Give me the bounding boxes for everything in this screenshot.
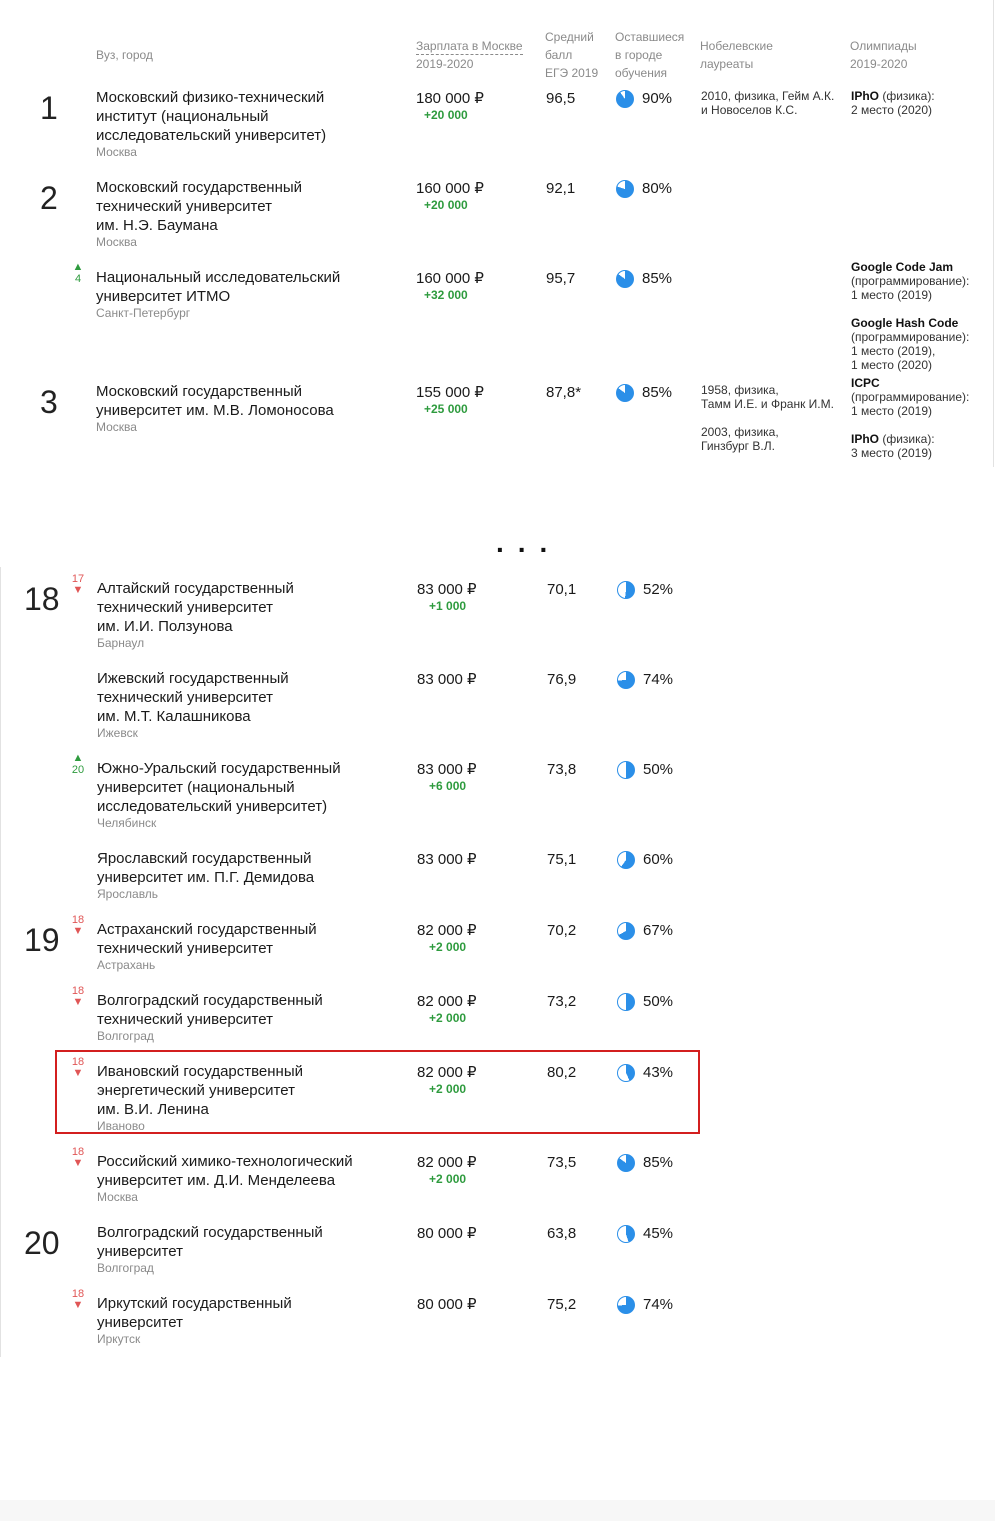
header-olympiads-line: 2019-2020 xyxy=(850,57,908,71)
olympiad-title: ICPC xyxy=(851,376,880,390)
university-city: Санкт-Петербург xyxy=(96,306,191,320)
university-city: Москва xyxy=(97,1190,138,1204)
stayed-pie-icon xyxy=(617,922,635,940)
ege-score: 73,2 xyxy=(547,993,577,1010)
arrow-down-icon: ▼ xyxy=(72,1299,84,1311)
rank-number: 19 xyxy=(24,922,60,958)
olympiad-line: 1 место (2019) xyxy=(851,288,932,302)
stayed-pie-icon xyxy=(617,1225,635,1243)
header-score-line: Средний xyxy=(545,30,594,44)
university-name-line: Алтайский государственный xyxy=(97,580,294,597)
salary-value: 83 000 ₽ xyxy=(417,671,477,688)
header-nobel-line: лауреаты xyxy=(700,57,754,71)
university-name-line: университет xyxy=(97,1314,183,1331)
stayed-pie-icon xyxy=(617,581,635,599)
olympiad-entry xyxy=(851,432,991,460)
stayed-percent: 80% xyxy=(642,180,673,197)
university-name[interactable] xyxy=(97,759,397,831)
table-row xyxy=(0,1288,995,1374)
stayed-pie-icon xyxy=(616,180,634,198)
ege-score: 73,5 xyxy=(547,1154,577,1171)
header-university: Вуз, город xyxy=(96,48,153,62)
university-name-line: институт (национальный xyxy=(96,108,269,125)
stayed-percent: 74% xyxy=(643,671,674,688)
stayed-pie-icon xyxy=(617,671,635,689)
rank-change-value: 18 xyxy=(71,1146,85,1158)
ege-score: 87,8* xyxy=(546,384,582,401)
ege-score: 70,1 xyxy=(547,581,577,598)
university-name-line: технический университет xyxy=(97,940,273,957)
university-name[interactable] xyxy=(97,1152,397,1205)
header-stayed-line: обучения xyxy=(615,66,668,80)
stayed-percent: 74% xyxy=(643,1296,674,1313)
university-name-line: им. В.И. Ленина xyxy=(97,1101,209,1118)
university-name[interactable] xyxy=(96,268,396,321)
ege-score: 92,1 xyxy=(546,180,576,197)
university-name-line: университет им. Д.И. Менделеева xyxy=(97,1172,336,1189)
olympiad-line: 1 место (2020) xyxy=(851,358,932,372)
table-row xyxy=(0,376,995,462)
stayed-percent: 50% xyxy=(643,761,674,778)
university-name-line: им. М.Т. Калашникова xyxy=(97,708,251,725)
university-name-line: им. Н.Э. Баумана xyxy=(96,217,218,234)
rank-change xyxy=(70,1146,86,1169)
salary-delta: +32 000 xyxy=(424,288,468,302)
highlight-frame xyxy=(55,1050,700,1134)
header-score xyxy=(545,28,598,82)
university-name-line: университет им. П.Г. Демидова xyxy=(97,869,315,886)
university-name-line: им. И.И. Ползунова xyxy=(97,618,233,635)
header-olympiads xyxy=(850,37,917,73)
ege-score: 70,2 xyxy=(547,922,577,939)
university-name-line: технический университет xyxy=(97,689,273,706)
header-nobel-line: Нобелевские xyxy=(700,39,773,53)
university-name-line: университет (национальный xyxy=(97,779,295,796)
rank-change-value: 18 xyxy=(71,914,85,926)
header-olympiads-line: Олимпиады xyxy=(850,39,917,53)
nobel-line: Тамм И.Е. и Франк И.М. xyxy=(701,397,834,411)
olympiad-list xyxy=(851,260,991,386)
university-name-line: Московский государственный xyxy=(96,179,303,196)
ege-score: 96,5 xyxy=(546,90,576,107)
salary-value: 180 000 ₽ xyxy=(416,90,484,107)
salary-value: 155 000 ₽ xyxy=(416,384,484,401)
salary-value: 80 000 ₽ xyxy=(417,1296,477,1313)
rank-change-value: 18 xyxy=(71,985,85,997)
salary-delta: +2 000 xyxy=(429,1011,467,1025)
university-name-line: технический университет xyxy=(97,1011,273,1028)
rank-number: 2 xyxy=(40,180,58,216)
table-row xyxy=(0,914,995,1000)
university-city: Москва xyxy=(96,145,137,159)
university-name-line: Иркутский государственный xyxy=(97,1295,292,1312)
olympiad-entry xyxy=(851,260,991,302)
olympiad-line: (программирование): xyxy=(851,330,970,344)
rank-change xyxy=(70,914,86,937)
olympiad-line: (программирование): xyxy=(851,274,970,288)
stayed-pie-icon xyxy=(616,270,634,288)
olympiad-line: 2 место (2020) xyxy=(851,103,932,117)
stayed-percent: 45% xyxy=(643,1225,674,1242)
table-row xyxy=(0,1223,995,1303)
university-city: Ярославль xyxy=(97,887,159,901)
olympiad-entry xyxy=(851,376,991,418)
rank-change xyxy=(70,985,86,1008)
ege-score: 95,7 xyxy=(546,270,576,287)
salary-value: 83 000 ₽ xyxy=(417,581,477,598)
salary-delta: +1 000 xyxy=(429,599,467,613)
olympiad-list xyxy=(851,89,991,131)
header-stayed xyxy=(615,28,684,82)
nobel-line: 2003, физика, xyxy=(701,425,779,439)
university-name[interactable] xyxy=(97,669,397,741)
olympiad-line xyxy=(851,260,991,274)
olympiad-list xyxy=(851,376,991,474)
stayed-pie-icon xyxy=(617,1296,635,1314)
olympiad-line: IPhO (физика): xyxy=(851,432,935,446)
university-name-line: исследовательский университет) xyxy=(97,798,328,815)
university-name-line: университет ИТМО xyxy=(96,288,231,305)
header-salary-years: 2019-2020 xyxy=(416,57,474,71)
university-name-line: Московский физико-технический xyxy=(96,89,325,106)
university-name-line: университет xyxy=(97,1243,183,1260)
stayed-percent: 43% xyxy=(643,1064,674,1081)
university-name-line: энергетический университет xyxy=(97,1082,295,1099)
arrow-down-icon: ▼ xyxy=(72,1067,84,1079)
ege-score: 75,1 xyxy=(547,851,577,868)
table-row xyxy=(0,573,995,659)
university-city: Астрахань xyxy=(97,958,156,972)
ege-score: 63,8 xyxy=(547,1225,577,1242)
university-city: Москва xyxy=(96,235,137,249)
nobel-laureates xyxy=(701,383,841,467)
salary-value: 160 000 ₽ xyxy=(416,180,484,197)
olympiad-entry xyxy=(851,316,991,372)
arrow-down-icon: ▼ xyxy=(72,996,84,1008)
salary-delta: +20 000 xyxy=(424,198,468,212)
salary-value: 82 000 ₽ xyxy=(417,993,477,1010)
olympiad-line: IPhO (физика): xyxy=(851,89,935,103)
salary-delta: +25 000 xyxy=(424,402,468,416)
rank-change xyxy=(70,1288,86,1311)
ellipsis-separator: ... xyxy=(496,527,562,558)
rank-change-value: 4 xyxy=(74,273,82,285)
university-name[interactable] xyxy=(97,579,397,651)
header-nobel xyxy=(700,37,773,73)
university-name-line: Ижевский государственный xyxy=(97,670,289,687)
university-name-line: университет им. М.В. Ломоносова xyxy=(96,402,334,419)
salary-value: 82 000 ₽ xyxy=(417,1064,477,1081)
olympiad-line: 3 место (2019) xyxy=(851,446,932,460)
arrow-down-icon: ▼ xyxy=(72,1157,84,1169)
university-name[interactable] xyxy=(97,1223,397,1276)
rank-number: 3 xyxy=(40,384,58,420)
university-name-line: Ивановский государственный xyxy=(97,1063,304,1080)
university-name-line: технический университет xyxy=(97,599,273,616)
header-stayed-line: Оставшиеся xyxy=(615,30,685,44)
university-name[interactable] xyxy=(97,849,397,902)
table-row xyxy=(0,669,995,749)
university-city: Иваново xyxy=(97,1119,145,1133)
table-row xyxy=(0,260,995,372)
university-city: Иркутск xyxy=(97,1332,141,1346)
olympiad-title: IPhO xyxy=(851,432,880,446)
ege-score: 80,2 xyxy=(547,1064,577,1081)
rank-number: 18 xyxy=(24,581,60,617)
rank-number: 1 xyxy=(40,90,58,126)
stayed-percent: 60% xyxy=(643,851,674,868)
nobel-line: 1958, физика, xyxy=(701,383,779,397)
university-name-line: исследовательский университет) xyxy=(96,127,327,144)
university-name-line: Волгоградский государственный xyxy=(97,1224,323,1241)
salary-delta: +2 000 xyxy=(429,1082,467,1096)
arrow-down-icon: ▼ xyxy=(72,584,84,596)
olympiad-line: 1 место (2019), xyxy=(851,344,936,358)
rank-change-value: 20 xyxy=(71,764,85,776)
table-row xyxy=(0,752,995,839)
university-name[interactable] xyxy=(97,991,397,1044)
stayed-percent: 90% xyxy=(642,90,673,107)
arrow-up-icon: ▲ xyxy=(72,752,84,764)
university-city: Челябинск xyxy=(97,816,157,830)
olympiad-title: Google Hash Code xyxy=(851,316,959,330)
nobel-entry xyxy=(701,425,841,453)
stayed-percent: 50% xyxy=(643,993,674,1010)
stayed-percent: 85% xyxy=(643,1154,674,1171)
stayed-pie-icon xyxy=(616,90,634,108)
stayed-pie-icon xyxy=(617,761,635,779)
ege-score: 76,9 xyxy=(547,671,577,688)
university-name[interactable] xyxy=(96,178,396,250)
rank-number: 20 xyxy=(24,1225,60,1261)
nobel-line: 2010, физика, Гейм А.К. xyxy=(701,89,835,103)
salary-delta: +2 000 xyxy=(429,940,467,954)
university-name-line: Национальный исследовательский xyxy=(96,269,341,286)
stayed-percent: 85% xyxy=(642,384,673,401)
rank-change-value: 18 xyxy=(71,1056,85,1068)
arrow-up-icon: ▲ xyxy=(72,261,84,273)
header-score-line: балл xyxy=(545,48,573,62)
rank-change xyxy=(70,262,86,285)
olympiad-title: IPhO xyxy=(851,89,880,103)
rank-change xyxy=(70,753,86,776)
olympiad-line xyxy=(851,376,991,390)
university-name-line: Южно-Уральский государственный xyxy=(97,760,341,777)
nobel-entry xyxy=(701,383,841,411)
ege-score: 73,8 xyxy=(547,761,577,778)
nobel-entry xyxy=(701,89,841,117)
header-salary[interactable]: Зарплата в Москве xyxy=(416,39,523,53)
salary-value: 82 000 ₽ xyxy=(417,922,477,939)
stayed-pie-icon xyxy=(617,1154,635,1172)
arrow-down-icon: ▼ xyxy=(72,925,84,937)
table-row xyxy=(0,1146,995,1232)
olympiad-entry xyxy=(851,89,991,117)
university-city: Ижевск xyxy=(97,726,138,740)
salary-value: 83 000 ₽ xyxy=(417,851,477,868)
salary-delta: +6 000 xyxy=(429,779,467,793)
table-row xyxy=(0,88,995,168)
stayed-percent: 85% xyxy=(642,270,673,287)
ege-score: 75,2 xyxy=(547,1296,577,1313)
university-city: Волгоград xyxy=(97,1029,154,1043)
table-row xyxy=(0,178,995,258)
header-score-line: ЕГЭ 2019 xyxy=(545,66,599,80)
salary-value: 80 000 ₽ xyxy=(417,1225,477,1242)
stayed-percent: 67% xyxy=(643,922,674,939)
rank-change-value: 17 xyxy=(71,573,85,585)
university-name-line: Московский государственный xyxy=(96,383,303,400)
rank-change xyxy=(70,573,86,596)
university-name-line: технический университет xyxy=(96,198,272,215)
stayed-pie-icon xyxy=(616,384,634,402)
university-city: Барнаул xyxy=(97,636,145,650)
university-name-line: Ярославский государственный xyxy=(97,850,312,867)
salary-value: 82 000 ₽ xyxy=(417,1154,477,1171)
nobel-line: и Новоселов К.С. xyxy=(701,103,798,117)
university-name[interactable] xyxy=(97,920,397,973)
olympiad-line: (программирование): xyxy=(851,390,970,404)
university-name[interactable] xyxy=(97,1294,397,1347)
nobel-line: Гинзбург В.Л. xyxy=(701,439,775,453)
nobel-laureates xyxy=(701,89,841,131)
university-name-line: Российский химико-технологический xyxy=(97,1153,353,1170)
olympiad-line: 1 место (2019) xyxy=(851,404,932,418)
university-name-line: Волгоградский государственный xyxy=(97,992,323,1009)
university-city: Москва xyxy=(96,420,137,434)
header-stayed-line: в городе xyxy=(615,48,663,62)
salary-delta: +20 000 xyxy=(424,108,468,122)
salary-value: 160 000 ₽ xyxy=(416,270,484,287)
rank-change-value: 18 xyxy=(71,1288,85,1300)
olympiad-title: Google Code Jam xyxy=(851,260,954,274)
university-name[interactable] xyxy=(96,382,396,435)
salary-value: 83 000 ₽ xyxy=(417,761,477,778)
university-city: Волгоград xyxy=(97,1261,154,1275)
stayed-pie-icon xyxy=(617,851,635,869)
university-name-line: Астраханский государственный xyxy=(97,921,317,938)
stayed-percent: 52% xyxy=(643,581,674,598)
olympiad-line xyxy=(851,316,991,330)
salary-delta: +2 000 xyxy=(429,1172,467,1186)
table-row xyxy=(0,849,995,929)
stayed-pie-icon xyxy=(617,993,635,1011)
footer-band xyxy=(0,1500,995,1521)
university-name[interactable] xyxy=(96,88,396,160)
